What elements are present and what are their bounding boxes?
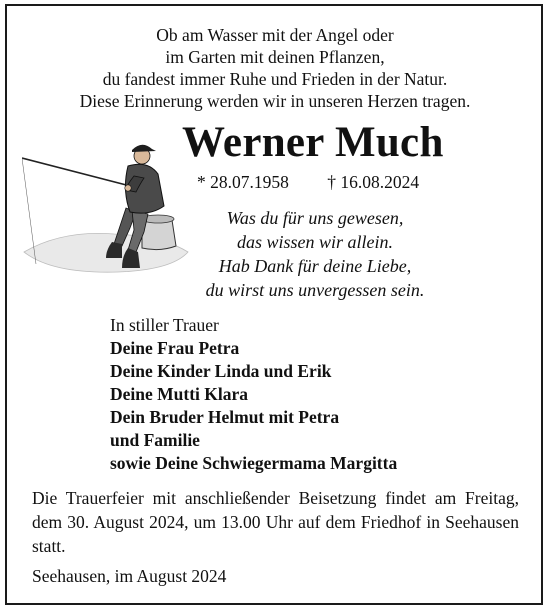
verse-line: das wissen wir allein. <box>236 232 393 252</box>
intro-line: du fandest immer Ruhe und Frieden in der Natur. <box>102 69 448 89</box>
deceased-name: Werner Much <box>182 119 444 166</box>
mourner-line: und Familie <box>110 430 200 450</box>
mourner-line: Deine Mutti Klara <box>110 384 249 404</box>
verse-line: Hab Dank für deine Liebe, <box>218 256 412 276</box>
verse-line: Was du für uns gewesen, <box>226 208 404 228</box>
intro-poem <box>0 24 550 112</box>
mourners-list <box>110 314 397 475</box>
fisherman-illustration-icon <box>22 134 190 276</box>
intro-line: Diese Erinnerung werden wir in unseren Herzen tragen. <box>79 91 471 111</box>
memorial-verse <box>190 206 440 302</box>
mourner-line: sowie Deine Schwiegermama Margitta <box>110 453 398 473</box>
life-dates <box>197 172 419 193</box>
mourner-line: Deine Frau Petra <box>110 338 240 358</box>
intro-line: im Garten mit deinen Pflanzen, <box>165 47 385 67</box>
birth-date: * 28.07.1958 <box>197 172 289 192</box>
verse-line: du wirst uns unvergessen sein. <box>205 280 425 300</box>
place-and-date: Seehausen, im August 2024 <box>32 566 227 586</box>
mourners-heading: In stiller Trauer <box>110 315 219 335</box>
death-date: † 16.08.2024 <box>327 172 420 192</box>
mourner-line: Dein Bruder Helmut mit Petra <box>110 407 340 427</box>
mourner-line: Deine Kinder Linda und Erik <box>110 361 332 381</box>
funeral-notice: Die Trauerfeier mit anschließender Beisetzung findet am Freitag, dem 30. August 2024, um 13.00 Uhr auf dem Friedhof in Seehausen statt. <box>32 488 519 556</box>
intro-line: Ob am Wasser mit der Angel oder <box>156 25 394 45</box>
